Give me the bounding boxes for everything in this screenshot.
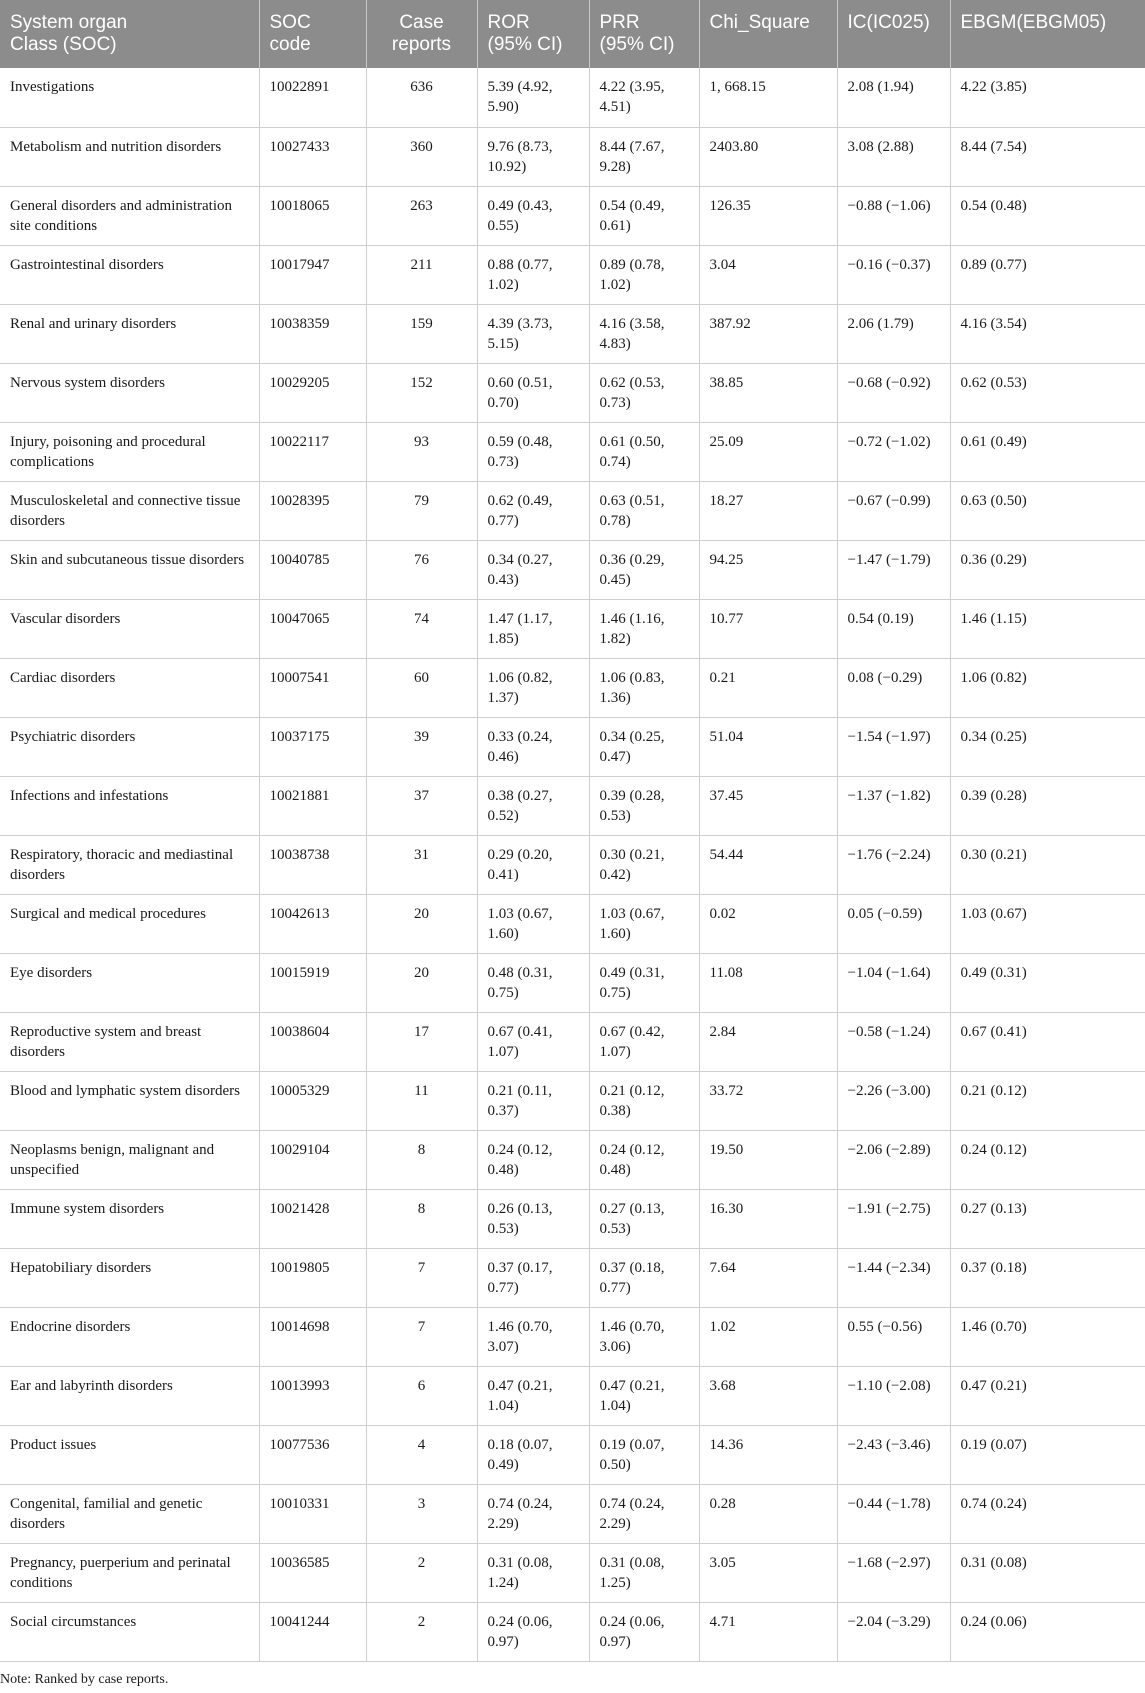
table-note: Note: Ranked by case reports.: [0, 1671, 169, 1687]
cell-ror: 0.49 (0.43, 0.55): [477, 186, 589, 245]
cell-case-reports: 37: [366, 776, 477, 835]
cell-ic: −2.26 (−3.00): [837, 1071, 950, 1130]
cell-prr: 8.44 (7.67, 9.28): [589, 127, 699, 186]
cell-ebgm: 1.46 (0.70): [950, 1307, 1145, 1366]
cell-soc-code: 10041244: [259, 1602, 366, 1661]
cell-ebgm: 0.61 (0.49): [950, 422, 1145, 481]
cell-soc: Infections and infestations: [0, 776, 259, 835]
cell-soc: Psychiatric disorders: [0, 717, 259, 776]
cell-ebgm: 0.24 (0.12): [950, 1130, 1145, 1189]
cell-case-reports: 60: [366, 658, 477, 717]
cell-ebgm: 0.37 (0.18): [950, 1248, 1145, 1307]
table-body: [0, 68, 1145, 1661]
cell-soc-code: 10021881: [259, 776, 366, 835]
cell-prr: 0.34 (0.25, 0.47): [589, 717, 699, 776]
table-row: [0, 304, 1145, 363]
table-row: [0, 1425, 1145, 1484]
cell-chi-square: 126.35: [699, 186, 837, 245]
cell-ebgm: 0.74 (0.24): [950, 1484, 1145, 1543]
cell-ror: 1.47 (1.17, 1.85): [477, 599, 589, 658]
table-row: [0, 1484, 1145, 1543]
cell-ror: 0.48 (0.31, 0.75): [477, 953, 589, 1012]
cell-chi-square: 16.30: [699, 1189, 837, 1248]
cell-chi-square: 25.09: [699, 422, 837, 481]
table-row: [0, 1189, 1145, 1248]
table-row: [0, 422, 1145, 481]
cell-prr: 1.06 (0.83, 1.36): [589, 658, 699, 717]
cell-soc-code: 10007541: [259, 658, 366, 717]
table-row: [0, 1130, 1145, 1189]
cell-ebgm: 0.49 (0.31): [950, 953, 1145, 1012]
cell-soc: Gastrointestinal disorders: [0, 245, 259, 304]
header-case-reports: Case reports: [366, 0, 477, 68]
table-row: [0, 658, 1145, 717]
cell-soc: Ear and labyrinth disorders: [0, 1366, 259, 1425]
cell-ror: 0.67 (0.41, 1.07): [477, 1012, 589, 1071]
cell-chi-square: 0.28: [699, 1484, 837, 1543]
cell-soc-code: 10018065: [259, 186, 366, 245]
cell-prr: 0.62 (0.53, 0.73): [589, 363, 699, 422]
cell-case-reports: 74: [366, 599, 477, 658]
table-row: [0, 717, 1145, 776]
cell-ic: −0.67 (−0.99): [837, 481, 950, 540]
cell-ror: 0.59 (0.48, 0.73): [477, 422, 589, 481]
cell-soc-code: 10036585: [259, 1543, 366, 1602]
table-row: [0, 245, 1145, 304]
cell-case-reports: 93: [366, 422, 477, 481]
cell-prr: 0.74 (0.24, 2.29): [589, 1484, 699, 1543]
table-row: [0, 953, 1145, 1012]
table-row: [0, 1071, 1145, 1130]
cell-prr: 4.22 (3.95, 4.51): [589, 68, 699, 127]
cell-soc-code: 10022891: [259, 68, 366, 127]
cell-ebgm: 0.67 (0.41): [950, 1012, 1145, 1071]
cell-prr: 0.36 (0.29, 0.45): [589, 540, 699, 599]
cell-chi-square: 7.64: [699, 1248, 837, 1307]
cell-ic: 2.06 (1.79): [837, 304, 950, 363]
cell-soc-code: 10077536: [259, 1425, 366, 1484]
cell-soc: Reproductive system and breast disorders: [0, 1012, 259, 1071]
cell-case-reports: 76: [366, 540, 477, 599]
cell-ebgm: 0.21 (0.12): [950, 1071, 1145, 1130]
cell-ror: 0.24 (0.12, 0.48): [477, 1130, 589, 1189]
cell-chi-square: 1.02: [699, 1307, 837, 1366]
cell-ror: 0.62 (0.49, 0.77): [477, 481, 589, 540]
cell-ic: 0.05 (−0.59): [837, 894, 950, 953]
cell-case-reports: 4: [366, 1425, 477, 1484]
cell-ror: 9.76 (8.73, 10.92): [477, 127, 589, 186]
cell-case-reports: 7: [366, 1248, 477, 1307]
cell-soc-code: 10014698: [259, 1307, 366, 1366]
cell-ic: 0.08 (−0.29): [837, 658, 950, 717]
table-row: [0, 363, 1145, 422]
cell-ror: 0.88 (0.77, 1.02): [477, 245, 589, 304]
cell-ic: 0.54 (0.19): [837, 599, 950, 658]
cell-case-reports: 152: [366, 363, 477, 422]
cell-soc: Vascular disorders: [0, 599, 259, 658]
cell-chi-square: 33.72: [699, 1071, 837, 1130]
cell-soc-code: 10015919: [259, 953, 366, 1012]
cell-prr: 0.37 (0.18, 0.77): [589, 1248, 699, 1307]
cell-chi-square: 1, 668.15: [699, 68, 837, 127]
cell-soc: Immune system disorders: [0, 1189, 259, 1248]
cell-ror: 1.06 (0.82, 1.37): [477, 658, 589, 717]
cell-case-reports: 6: [366, 1366, 477, 1425]
cell-soc-code: 10013993: [259, 1366, 366, 1425]
cell-case-reports: 3: [366, 1484, 477, 1543]
cell-case-reports: 8: [366, 1130, 477, 1189]
cell-soc-code: 10022117: [259, 422, 366, 481]
cell-prr: 0.54 (0.49, 0.61): [589, 186, 699, 245]
table-header-row: [0, 0, 1145, 68]
cell-case-reports: 2: [366, 1602, 477, 1661]
cell-chi-square: 37.45: [699, 776, 837, 835]
cell-ic: −0.58 (−1.24): [837, 1012, 950, 1071]
table-row: [0, 1248, 1145, 1307]
cell-ror: 4.39 (3.73, 5.15): [477, 304, 589, 363]
cell-soc: Surgical and medical procedures: [0, 894, 259, 953]
cell-soc-code: 10038359: [259, 304, 366, 363]
cell-chi-square: 2.84: [699, 1012, 837, 1071]
cell-chi-square: 19.50: [699, 1130, 837, 1189]
cell-prr: 0.19 (0.07, 0.50): [589, 1425, 699, 1484]
cell-ic: −0.16 (−0.37): [837, 245, 950, 304]
cell-chi-square: 2403.80: [699, 127, 837, 186]
cell-case-reports: 11: [366, 1071, 477, 1130]
cell-soc: Nervous system disorders: [0, 363, 259, 422]
cell-ic: −1.47 (−1.79): [837, 540, 950, 599]
cell-soc: Respiratory, thoracic and mediastinal disorders: [0, 835, 259, 894]
cell-ebgm: 0.30 (0.21): [950, 835, 1145, 894]
cell-ror: 0.21 (0.11, 0.37): [477, 1071, 589, 1130]
cell-soc-code: 10040785: [259, 540, 366, 599]
cell-prr: 0.24 (0.12, 0.48): [589, 1130, 699, 1189]
cell-soc: Eye disorders: [0, 953, 259, 1012]
cell-ror: 0.34 (0.27, 0.43): [477, 540, 589, 599]
cell-chi-square: 0.02: [699, 894, 837, 953]
cell-prr: 1.03 (0.67, 1.60): [589, 894, 699, 953]
cell-ic: −1.10 (−2.08): [837, 1366, 950, 1425]
cell-ror: 0.38 (0.27, 0.52): [477, 776, 589, 835]
cell-soc: Musculoskeletal and connective tissue disorders: [0, 481, 259, 540]
table-row: [0, 1307, 1145, 1366]
cell-ic: −1.91 (−2.75): [837, 1189, 950, 1248]
cell-ebgm: 1.06 (0.82): [950, 658, 1145, 717]
cell-soc: Social circumstances: [0, 1602, 259, 1661]
cell-soc: Hepatobiliary disorders: [0, 1248, 259, 1307]
table-row: [0, 835, 1145, 894]
cell-chi-square: 51.04: [699, 717, 837, 776]
cell-ic: −1.37 (−1.82): [837, 776, 950, 835]
cell-soc: Investigations: [0, 68, 259, 127]
cell-case-reports: 8: [366, 1189, 477, 1248]
cell-soc-code: 10017947: [259, 245, 366, 304]
cell-prr: 0.30 (0.21, 0.42): [589, 835, 699, 894]
cell-ror: 0.60 (0.51, 0.70): [477, 363, 589, 422]
header-prr: PRR (95% CI): [589, 0, 699, 68]
cell-ebgm: 0.24 (0.06): [950, 1602, 1145, 1661]
cell-soc-code: 10047065: [259, 599, 366, 658]
cell-ror: 0.18 (0.07, 0.49): [477, 1425, 589, 1484]
cell-prr: 0.24 (0.06, 0.97): [589, 1602, 699, 1661]
cell-chi-square: 387.92: [699, 304, 837, 363]
cell-prr: 1.46 (0.70, 3.06): [589, 1307, 699, 1366]
cell-soc-code: 10037175: [259, 717, 366, 776]
table-row: [0, 481, 1145, 540]
cell-soc-code: 10042613: [259, 894, 366, 953]
cell-ebgm: 0.34 (0.25): [950, 717, 1145, 776]
table-row: [0, 599, 1145, 658]
cell-chi-square: 3.68: [699, 1366, 837, 1425]
cell-ebgm: 0.36 (0.29): [950, 540, 1145, 599]
header-soc: System organ Class (SOC): [0, 0, 259, 68]
cell-prr: 0.31 (0.08, 1.25): [589, 1543, 699, 1602]
table-row: [0, 1543, 1145, 1602]
header-ic: IC(IC025): [837, 0, 950, 68]
table-row: [0, 1602, 1145, 1661]
cell-ic: −1.54 (−1.97): [837, 717, 950, 776]
cell-soc-code: 10005329: [259, 1071, 366, 1130]
cell-case-reports: 636: [366, 68, 477, 127]
cell-case-reports: 17: [366, 1012, 477, 1071]
cell-ic: −0.72 (−1.02): [837, 422, 950, 481]
cell-ic: −1.04 (−1.64): [837, 953, 950, 1012]
table-row: [0, 1012, 1145, 1071]
cell-ic: −0.88 (−1.06): [837, 186, 950, 245]
cell-case-reports: 79: [366, 481, 477, 540]
cell-prr: 0.89 (0.78, 1.02): [589, 245, 699, 304]
cell-ror: 1.46 (0.70, 3.07): [477, 1307, 589, 1366]
cell-soc: Renal and urinary disorders: [0, 304, 259, 363]
header-ebgm: EBGM(EBGM05): [950, 0, 1145, 68]
cell-ebgm: 0.62 (0.53): [950, 363, 1145, 422]
cell-soc-code: 10028395: [259, 481, 366, 540]
cell-soc-code: 10021428: [259, 1189, 366, 1248]
cell-ror: 1.03 (0.67, 1.60): [477, 894, 589, 953]
cell-soc: Endocrine disorders: [0, 1307, 259, 1366]
cell-ic: 3.08 (2.88): [837, 127, 950, 186]
cell-soc: Injury, poisoning and procedural complications: [0, 422, 259, 481]
cell-case-reports: 159: [366, 304, 477, 363]
cell-soc-code: 10019805: [259, 1248, 366, 1307]
table-row: [0, 776, 1145, 835]
cell-ror: 0.37 (0.17, 0.77): [477, 1248, 589, 1307]
cell-prr: 0.63 (0.51, 0.78): [589, 481, 699, 540]
header-chi-square: Chi_Square: [699, 0, 837, 68]
cell-case-reports: 7: [366, 1307, 477, 1366]
cell-chi-square: 11.08: [699, 953, 837, 1012]
cell-ebgm: 0.19 (0.07): [950, 1425, 1145, 1484]
cell-soc-code: 10027433: [259, 127, 366, 186]
cell-case-reports: 211: [366, 245, 477, 304]
cell-chi-square: 0.21: [699, 658, 837, 717]
cell-prr: 0.47 (0.21, 1.04): [589, 1366, 699, 1425]
cell-chi-square: 18.27: [699, 481, 837, 540]
cell-ebgm: 4.16 (3.54): [950, 304, 1145, 363]
cell-case-reports: 31: [366, 835, 477, 894]
cell-ic: −1.76 (−2.24): [837, 835, 950, 894]
cell-ebgm: 0.54 (0.48): [950, 186, 1145, 245]
cell-ror: 0.33 (0.24, 0.46): [477, 717, 589, 776]
cell-chi-square: 10.77: [699, 599, 837, 658]
cell-ror: 0.31 (0.08, 1.24): [477, 1543, 589, 1602]
cell-ic: −2.06 (−2.89): [837, 1130, 950, 1189]
cell-case-reports: 39: [366, 717, 477, 776]
cell-soc: Product issues: [0, 1425, 259, 1484]
cell-ebgm: 1.03 (0.67): [950, 894, 1145, 953]
cell-soc: Metabolism and nutrition disorders: [0, 127, 259, 186]
cell-soc: Congenital, familial and genetic disorders: [0, 1484, 259, 1543]
header-ror: ROR (95% CI): [477, 0, 589, 68]
table-row: [0, 894, 1145, 953]
cell-ic: −0.44 (−1.78): [837, 1484, 950, 1543]
cell-case-reports: 360: [366, 127, 477, 186]
cell-soc: Cardiac disorders: [0, 658, 259, 717]
cell-prr: 1.46 (1.16, 1.82): [589, 599, 699, 658]
cell-ic: −1.68 (−2.97): [837, 1543, 950, 1602]
cell-ebgm: 0.47 (0.21): [950, 1366, 1145, 1425]
cell-soc-code: 10010331: [259, 1484, 366, 1543]
cell-ebgm: 0.63 (0.50): [950, 481, 1145, 540]
cell-prr: 0.39 (0.28, 0.53): [589, 776, 699, 835]
cell-chi-square: 4.71: [699, 1602, 837, 1661]
cell-ror: 5.39 (4.92, 5.90): [477, 68, 589, 127]
cell-ebgm: 0.31 (0.08): [950, 1543, 1145, 1602]
cell-prr: 4.16 (3.58, 4.83): [589, 304, 699, 363]
cell-ic: −2.43 (−3.46): [837, 1425, 950, 1484]
cell-ror: 0.24 (0.06, 0.97): [477, 1602, 589, 1661]
cell-chi-square: 94.25: [699, 540, 837, 599]
header-soc-code: SOC code: [259, 0, 366, 68]
table-row: [0, 1366, 1145, 1425]
cell-ror: 0.74 (0.24, 2.29): [477, 1484, 589, 1543]
cell-ebgm: 8.44 (7.54): [950, 127, 1145, 186]
table-row: [0, 127, 1145, 186]
cell-ebgm: 1.46 (1.15): [950, 599, 1145, 658]
cell-case-reports: 263: [366, 186, 477, 245]
cell-case-reports: 20: [366, 953, 477, 1012]
cell-soc: Pregnancy, puerperium and perinatal conditions: [0, 1543, 259, 1602]
cell-case-reports: 20: [366, 894, 477, 953]
cell-soc: Neoplasms benign, malignant and unspecified: [0, 1130, 259, 1189]
cell-ror: 0.26 (0.13, 0.53): [477, 1189, 589, 1248]
cell-prr: 0.27 (0.13, 0.53): [589, 1189, 699, 1248]
cell-soc: General disorders and administration site conditions: [0, 186, 259, 245]
cell-soc-code: 10029104: [259, 1130, 366, 1189]
cell-ebgm: 0.89 (0.77): [950, 245, 1145, 304]
cell-ic: −2.04 (−3.29): [837, 1602, 950, 1661]
cell-prr: 0.67 (0.42, 1.07): [589, 1012, 699, 1071]
cell-ebgm: 0.39 (0.28): [950, 776, 1145, 835]
cell-ebgm: 0.27 (0.13): [950, 1189, 1145, 1248]
cell-ic: −1.44 (−2.34): [837, 1248, 950, 1307]
table-row: [0, 68, 1145, 127]
cell-prr: 0.61 (0.50, 0.74): [589, 422, 699, 481]
cell-ror: 0.29 (0.20, 0.41): [477, 835, 589, 894]
cell-chi-square: 54.44: [699, 835, 837, 894]
cell-prr: 0.49 (0.31, 0.75): [589, 953, 699, 1012]
cell-chi-square: 3.04: [699, 245, 837, 304]
cell-soc-code: 10029205: [259, 363, 366, 422]
table-row: [0, 540, 1145, 599]
cell-soc: Skin and subcutaneous tissue disorders: [0, 540, 259, 599]
table-row: [0, 186, 1145, 245]
cell-ic: 0.55 (−0.56): [837, 1307, 950, 1366]
cell-ic: 2.08 (1.94): [837, 68, 950, 127]
cell-soc: Blood and lymphatic system disorders: [0, 1071, 259, 1130]
cell-chi-square: 14.36: [699, 1425, 837, 1484]
cell-ror: 0.47 (0.21, 1.04): [477, 1366, 589, 1425]
cell-soc-code: 10038738: [259, 835, 366, 894]
cell-ic: −0.68 (−0.92): [837, 363, 950, 422]
cell-prr: 0.21 (0.12, 0.38): [589, 1071, 699, 1130]
cell-chi-square: 3.05: [699, 1543, 837, 1602]
cell-ebgm: 4.22 (3.85): [950, 68, 1145, 127]
cell-case-reports: 2: [366, 1543, 477, 1602]
cell-chi-square: 38.85: [699, 363, 837, 422]
cell-soc-code: 10038604: [259, 1012, 366, 1071]
